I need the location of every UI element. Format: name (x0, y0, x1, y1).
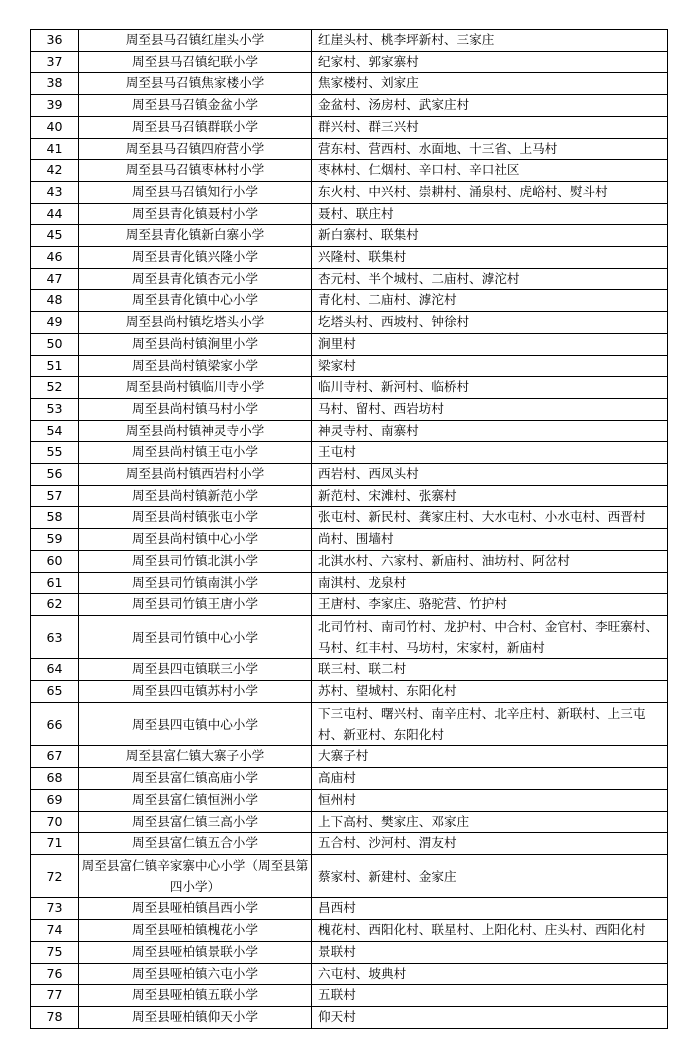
school-name: 周至县哑柏镇六屯小学 (79, 963, 312, 985)
village-list: 枣林村、仁烟村、辛口村、辛口社区 (312, 160, 668, 182)
table-row (31, 203, 668, 225)
row-number: 65 (31, 681, 79, 703)
row-number: 41 (31, 138, 79, 160)
table-row (31, 854, 668, 898)
village-list: 昌西村 (312, 898, 668, 920)
village-list: 焦家楼村、刘家庄 (312, 73, 668, 95)
table-row (31, 116, 668, 138)
school-name: 周至县青化镇兴隆小学 (79, 247, 312, 269)
table-row (31, 941, 668, 963)
table-row (31, 572, 668, 594)
village-list: 下三屯村、曙兴村、南辛庄村、北辛庄村、新联村、上三屯村、新亚村、东阳化村 (312, 702, 668, 746)
row-number: 37 (31, 51, 79, 73)
village-list: 六屯村、坡典村 (312, 963, 668, 985)
row-number: 58 (31, 507, 79, 529)
table-row (31, 485, 668, 507)
school-name: 周至县四屯镇苏村小学 (79, 681, 312, 703)
village-list: 尚村、围墙村 (312, 529, 668, 551)
table-row (31, 30, 668, 52)
table-row (31, 333, 668, 355)
village-list: 涧里村 (312, 333, 668, 355)
school-name: 周至县青化镇新白寨小学 (79, 225, 312, 247)
school-name: 周至县马召镇纪联小学 (79, 51, 312, 73)
school-name: 周至县哑柏镇五联小学 (79, 985, 312, 1007)
row-number: 66 (31, 702, 79, 746)
village-list: 青化村、二庙村、滹沱村 (312, 290, 668, 312)
village-list: 营东村、营西村、水面地、十三省、上马村 (312, 138, 668, 160)
row-number: 76 (31, 963, 79, 985)
table-row (31, 811, 668, 833)
table-row (31, 355, 668, 377)
school-name: 周至县司竹镇北淇小学 (79, 550, 312, 572)
school-name: 周至县青化镇聂村小学 (79, 203, 312, 225)
village-list: 纪家村、郭家寨村 (312, 51, 668, 73)
table-row (31, 160, 668, 182)
village-list: 东火村、中兴村、崇耕村、涌泉村、虎峪村、熨斗村 (312, 181, 668, 203)
village-list: 群兴村、群三兴村 (312, 116, 668, 138)
school-name: 周至县司竹镇南淇小学 (79, 572, 312, 594)
table-row (31, 312, 668, 334)
table-row (31, 181, 668, 203)
school-name: 周至县富仁镇三高小学 (79, 811, 312, 833)
school-name: 周至县尚村镇涧里小学 (79, 333, 312, 355)
row-number: 50 (31, 333, 79, 355)
village-list: 上下高村、樊家庄、邓家庄 (312, 811, 668, 833)
school-name: 周至县富仁镇辛家寨中心小学（周至县第四小学） (79, 854, 312, 898)
village-list: 梁家村 (312, 355, 668, 377)
village-list: 金盆村、汤房村、武家庄村 (312, 95, 668, 117)
village-list: 神灵寺村、南寨村 (312, 420, 668, 442)
school-name: 周至县哑柏镇仰天小学 (79, 1006, 312, 1028)
row-number: 47 (31, 268, 79, 290)
school-name: 周至县尚村镇神灵寺小学 (79, 420, 312, 442)
row-number: 72 (31, 854, 79, 898)
row-number: 64 (31, 659, 79, 681)
row-number: 36 (31, 30, 79, 52)
school-name: 周至县马召镇四府营小学 (79, 138, 312, 160)
school-name: 周至县尚村镇中心小学 (79, 529, 312, 551)
village-list: 红崖头村、桃李坪新村、三家庄 (312, 30, 668, 52)
row-number: 53 (31, 398, 79, 420)
village-list: 新范村、宋滩村、张寨村 (312, 485, 668, 507)
school-name: 周至县青化镇中心小学 (79, 290, 312, 312)
school-name: 周至县尚村镇马村小学 (79, 398, 312, 420)
row-number: 46 (31, 247, 79, 269)
table-row (31, 681, 668, 703)
school-name: 周至县马召镇知行小学 (79, 181, 312, 203)
school-name: 周至县马召镇焦家楼小学 (79, 73, 312, 95)
row-number: 56 (31, 464, 79, 486)
village-list: 王唐村、李家庄、骆驼营、竹护村 (312, 594, 668, 616)
row-number: 75 (31, 941, 79, 963)
table-row (31, 247, 668, 269)
village-list: 景联村 (312, 941, 668, 963)
table-row (31, 746, 668, 768)
table-row (31, 594, 668, 616)
school-name: 周至县尚村镇圪塔头小学 (79, 312, 312, 334)
village-list: 五联村 (312, 985, 668, 1007)
school-name: 周至县富仁镇恒洲小学 (79, 789, 312, 811)
school-name: 周至县司竹镇中心小学 (79, 615, 312, 659)
table-row (31, 51, 668, 73)
village-list: 槐花村、西阳化村、联星村、上阳化村、庄头村、西阳化村 (312, 920, 668, 942)
school-name: 周至县富仁镇五合小学 (79, 833, 312, 855)
row-number: 44 (31, 203, 79, 225)
row-number: 57 (31, 485, 79, 507)
village-list: 张屯村、新民村、龚家庄村、大水屯村、小水屯村、西晋村 (312, 507, 668, 529)
school-district-table (30, 29, 668, 1029)
table-row (31, 1006, 668, 1028)
row-number: 61 (31, 572, 79, 594)
table-row (31, 789, 668, 811)
table-row (31, 768, 668, 790)
village-list: 蔡家村、新建村、金家庄 (312, 854, 668, 898)
table-row (31, 550, 668, 572)
row-number: 40 (31, 116, 79, 138)
school-name: 周至县尚村镇临川寺小学 (79, 377, 312, 399)
school-name: 周至县青化镇杏元小学 (79, 268, 312, 290)
village-list: 联三村、联二村 (312, 659, 668, 681)
school-name: 周至县尚村镇新范小学 (79, 485, 312, 507)
table-row (31, 985, 668, 1007)
table-row (31, 833, 668, 855)
table-row (31, 73, 668, 95)
row-number: 74 (31, 920, 79, 942)
table-row (31, 290, 668, 312)
row-number: 52 (31, 377, 79, 399)
row-number: 71 (31, 833, 79, 855)
village-list: 南淇村、龙泉村 (312, 572, 668, 594)
table-row (31, 420, 668, 442)
village-list: 五合村、沙河村、渭友村 (312, 833, 668, 855)
school-name: 周至县司竹镇王唐小学 (79, 594, 312, 616)
village-list: 西岩村、西凤头村 (312, 464, 668, 486)
row-number: 55 (31, 442, 79, 464)
table-row (31, 615, 668, 659)
village-list: 聂村、联庄村 (312, 203, 668, 225)
table-row (31, 442, 668, 464)
school-name: 周至县富仁镇高庙小学 (79, 768, 312, 790)
row-number: 60 (31, 550, 79, 572)
row-number: 69 (31, 789, 79, 811)
table-row (31, 225, 668, 247)
row-number: 51 (31, 355, 79, 377)
table-row (31, 529, 668, 551)
table-row (31, 920, 668, 942)
table-body (31, 30, 668, 1029)
school-name: 周至县马召镇群联小学 (79, 116, 312, 138)
village-list: 王屯村 (312, 442, 668, 464)
table-row (31, 95, 668, 117)
table-row (31, 138, 668, 160)
village-list: 北淇水村、六家村、新庙村、油坊村、阿岔村 (312, 550, 668, 572)
school-name: 周至县哑柏镇槐花小学 (79, 920, 312, 942)
row-number: 67 (31, 746, 79, 768)
village-list: 杏元村、半个城村、二庙村、滹沱村 (312, 268, 668, 290)
village-list: 临川寺村、新河村、临桥村 (312, 377, 668, 399)
school-name: 周至县哑柏镇昌西小学 (79, 898, 312, 920)
school-name: 周至县尚村镇梁家小学 (79, 355, 312, 377)
village-list: 马村、留村、西岩坊村 (312, 398, 668, 420)
row-number: 70 (31, 811, 79, 833)
school-name: 周至县尚村镇西岩村小学 (79, 464, 312, 486)
row-number: 39 (31, 95, 79, 117)
row-number: 68 (31, 768, 79, 790)
row-number: 63 (31, 615, 79, 659)
row-number: 49 (31, 312, 79, 334)
village-list: 大寨子村 (312, 746, 668, 768)
table-row (31, 702, 668, 746)
village-list: 圪塔头村、西坡村、钟徐村 (312, 312, 668, 334)
row-number: 78 (31, 1006, 79, 1028)
row-number: 43 (31, 181, 79, 203)
school-name: 周至县马召镇金盆小学 (79, 95, 312, 117)
row-number: 48 (31, 290, 79, 312)
village-list: 北司竹村、南司竹村、龙护村、中合村、金官村、李旺寨村、马村、红丰村、马坊村，宋家村，新庙村 (312, 615, 668, 659)
row-number: 77 (31, 985, 79, 1007)
school-name: 周至县富仁镇大寨子小学 (79, 746, 312, 768)
row-number: 45 (31, 225, 79, 247)
village-list: 兴隆村、联集村 (312, 247, 668, 269)
table-row (31, 268, 668, 290)
row-number: 42 (31, 160, 79, 182)
village-list: 仰天村 (312, 1006, 668, 1028)
table-row (31, 464, 668, 486)
school-name: 周至县四屯镇联三小学 (79, 659, 312, 681)
row-number: 54 (31, 420, 79, 442)
school-name: 周至县马召镇枣林村小学 (79, 160, 312, 182)
row-number: 62 (31, 594, 79, 616)
table-row (31, 659, 668, 681)
table-row (31, 377, 668, 399)
school-name: 周至县四屯镇中心小学 (79, 702, 312, 746)
school-name: 周至县尚村镇王屯小学 (79, 442, 312, 464)
row-number: 59 (31, 529, 79, 551)
village-list: 高庙村 (312, 768, 668, 790)
village-list: 恒州村 (312, 789, 668, 811)
village-list: 新白寨村、联集村 (312, 225, 668, 247)
village-list: 苏村、望城村、东阳化村 (312, 681, 668, 703)
school-name: 周至县尚村镇张屯小学 (79, 507, 312, 529)
school-name: 周至县哑柏镇景联小学 (79, 941, 312, 963)
table-row (31, 398, 668, 420)
school-name: 周至县马召镇红崖头小学 (79, 30, 312, 52)
table-row (31, 898, 668, 920)
row-number: 38 (31, 73, 79, 95)
table-row (31, 963, 668, 985)
row-number: 73 (31, 898, 79, 920)
table-row (31, 507, 668, 529)
